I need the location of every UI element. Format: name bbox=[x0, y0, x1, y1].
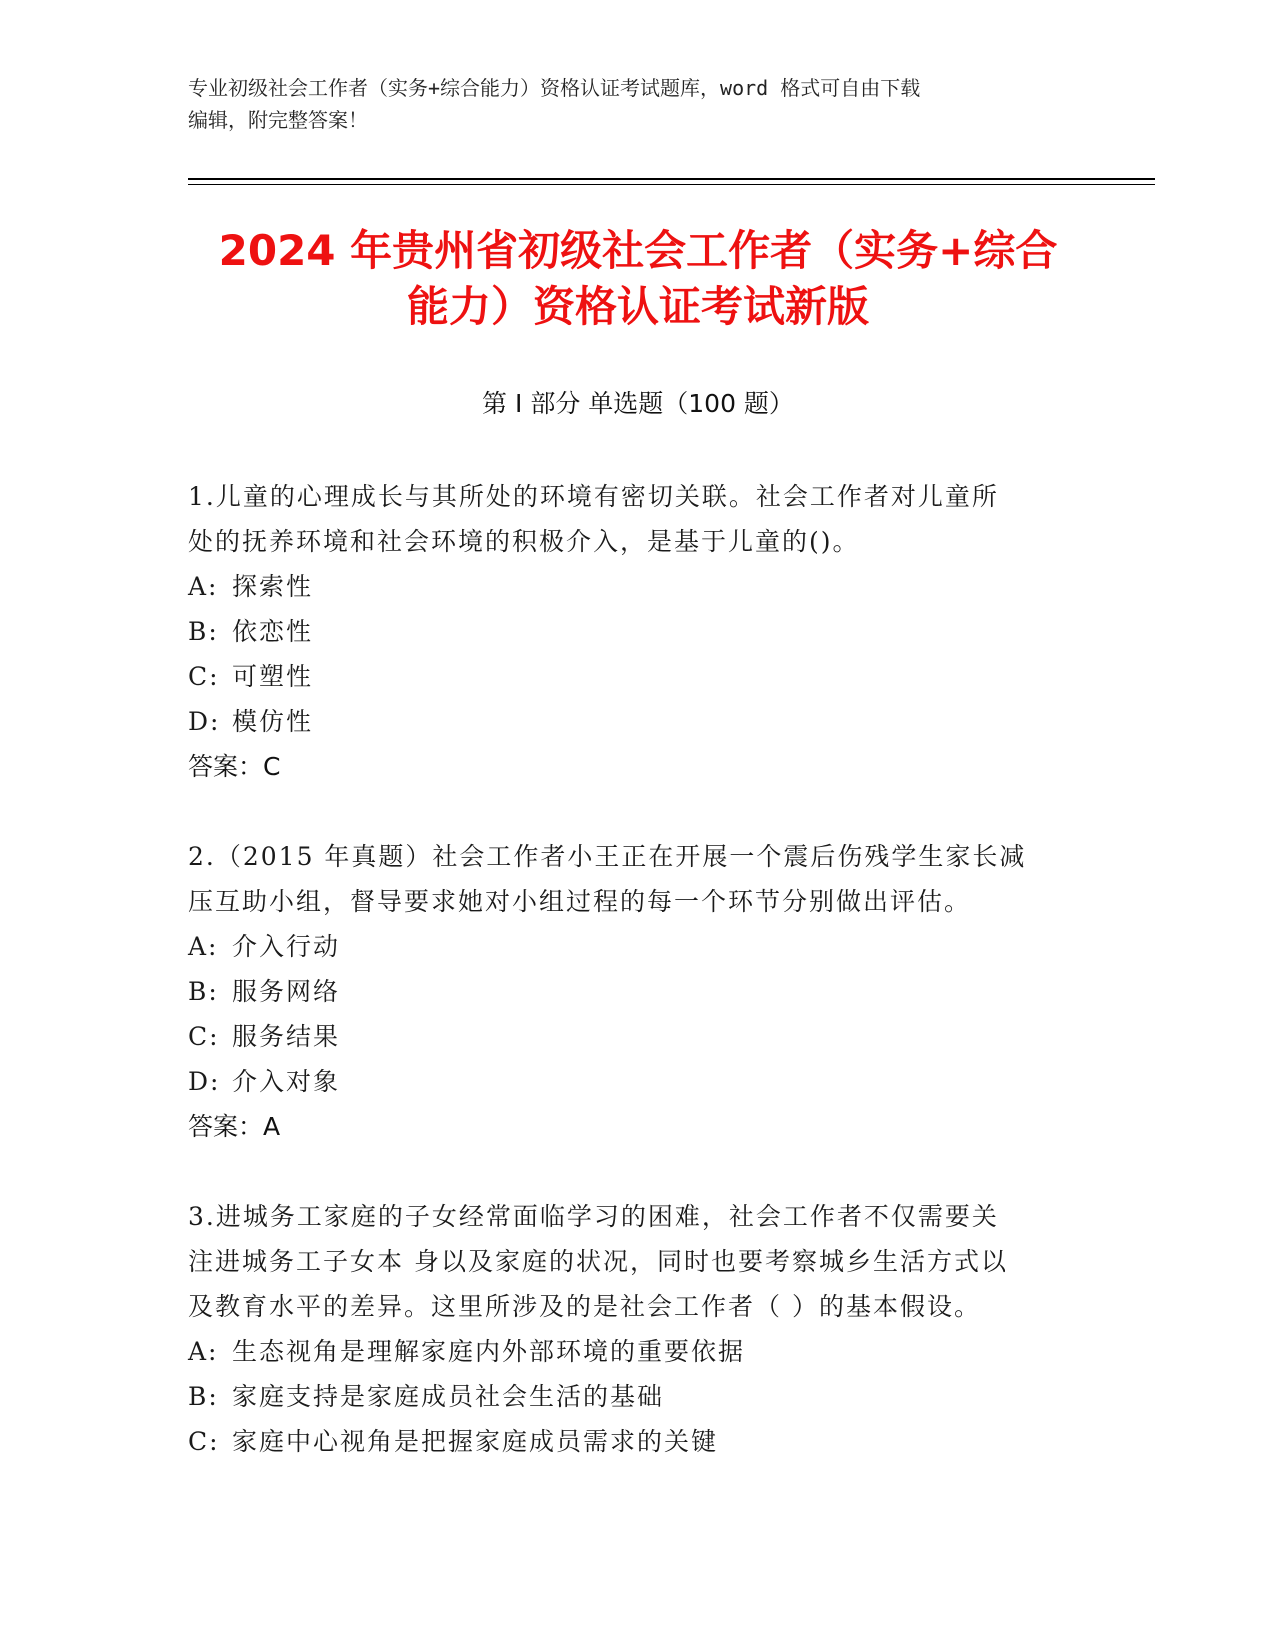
question-3 bbox=[188, 1194, 1088, 1464]
option-text: 服务网络 bbox=[232, 977, 341, 1006]
option-b bbox=[188, 1374, 1088, 1419]
option-d bbox=[188, 699, 1088, 744]
header-note-line1: 专业初级社会工作者（实务+综合能力）资格认证考试题库，word 格式可自由下载 bbox=[188, 76, 921, 100]
option-c bbox=[188, 1014, 1088, 1059]
option-a bbox=[188, 924, 1088, 969]
option-a bbox=[188, 1329, 1088, 1374]
option-text: 介入行动 bbox=[232, 932, 341, 961]
option-a bbox=[188, 564, 1088, 609]
question-text: 压互助小组，督导要求她对小组过程的每一个环节分别做出评估。 bbox=[188, 887, 972, 916]
option-text: 生态视角是理解家庭内外部环境的重要依据 bbox=[232, 1337, 746, 1366]
option-letter: A: bbox=[188, 932, 219, 961]
question-list bbox=[188, 474, 1088, 1509]
header-note bbox=[188, 72, 1088, 136]
answer: 答案：A bbox=[188, 1112, 281, 1141]
option-letter: A: bbox=[188, 572, 219, 601]
option-text: 依恋性 bbox=[232, 617, 314, 646]
option-letter: B: bbox=[188, 617, 219, 646]
section-title: 第 I 部分 单选题（100 题） bbox=[482, 389, 794, 418]
question-1 bbox=[188, 474, 1088, 789]
header-divider-thick bbox=[188, 178, 1155, 180]
option-letter: C: bbox=[188, 662, 220, 691]
answer: 答案：C bbox=[188, 752, 281, 781]
question-2 bbox=[188, 834, 1088, 1149]
question-text: 注进城务工子女本 身以及家庭的状况，同时也要考察城乡生活方式以 bbox=[188, 1247, 1008, 1276]
question-text: 及教育水平的差异。这里所涉及的是社会工作者（ ）的基本假设。 bbox=[188, 1292, 981, 1321]
option-text: 家庭中心视角是把握家庭成员需求的关键 bbox=[232, 1427, 719, 1456]
option-letter: D: bbox=[188, 707, 221, 736]
option-d bbox=[188, 1059, 1088, 1104]
option-text: 探索性 bbox=[232, 572, 314, 601]
option-c bbox=[188, 1419, 1088, 1464]
option-letter: B: bbox=[188, 977, 219, 1006]
option-letter: C: bbox=[188, 1022, 220, 1051]
document-title-line1: 2024 年贵州省初级社会工作者（实务+综合 bbox=[218, 226, 1058, 275]
option-b bbox=[188, 969, 1088, 1014]
option-letter: B: bbox=[188, 1382, 219, 1411]
header-divider-thin bbox=[188, 184, 1155, 185]
document-title bbox=[188, 223, 1088, 335]
question-text: 3.进城务工家庭的子女经常面临学习的困难，社会工作者不仅需要关 bbox=[188, 1202, 999, 1231]
option-text: 服务结果 bbox=[232, 1022, 341, 1051]
option-text: 介入对象 bbox=[232, 1067, 341, 1096]
option-letter: C: bbox=[188, 1427, 220, 1456]
option-letter: A: bbox=[188, 1337, 219, 1366]
option-letter: D: bbox=[188, 1067, 221, 1096]
question-text: 2.（2015 年真题）社会工作者小王正在开展一个震后伤残学生家长减 bbox=[188, 842, 1027, 871]
document-title-line2: 能力）资格认证考试新版 bbox=[406, 282, 869, 331]
option-text: 可塑性 bbox=[232, 662, 314, 691]
header-note-line2: 编辑，附完整答案！ bbox=[188, 108, 368, 132]
option-text: 模仿性 bbox=[232, 707, 314, 736]
option-text: 家庭支持是家庭成员社会生活的基础 bbox=[232, 1382, 665, 1411]
question-text: 处的抚养环境和社会环境的积极介入，是基于儿童的()。 bbox=[188, 527, 860, 556]
question-text: 1.儿童的心理成长与其所处的环境有密切关联。社会工作者对儿童所 bbox=[188, 482, 999, 511]
option-c bbox=[188, 654, 1088, 699]
option-b bbox=[188, 609, 1088, 654]
